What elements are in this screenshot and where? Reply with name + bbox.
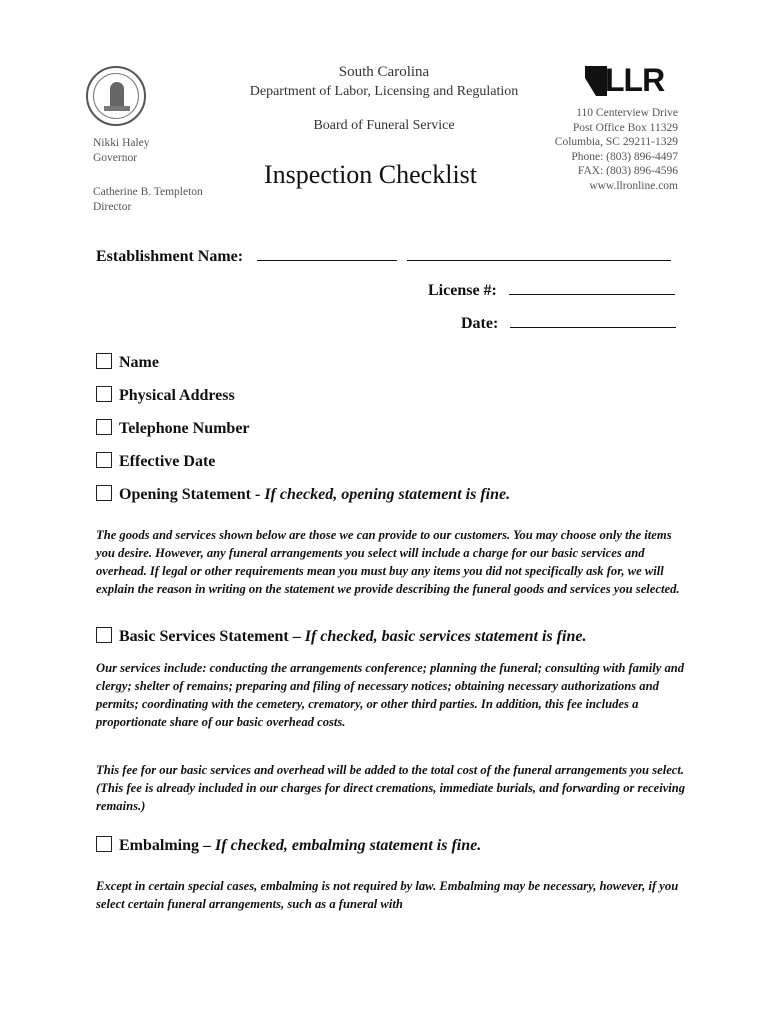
contact-website: www.llronline.com (589, 179, 678, 192)
embalming-paragraph: Except in certain special cases, embalming is not required by law. Embalming may be necessary, however, if you select certain funeral arrangements, such as a funeral with (96, 879, 679, 911)
check-label: Name (119, 354, 159, 371)
director-name: Catherine B. Templeton (93, 186, 203, 198)
contact-phone: Phone: (803) 896-4497 (571, 150, 678, 163)
contact-block (555, 106, 678, 194)
check-label: Basic Services Statement – (119, 628, 305, 645)
checkbox-name[interactable] (96, 353, 112, 369)
contact-po-box: Post Office Box 11329 (572, 121, 678, 134)
governor-title: Governor (93, 151, 138, 164)
contact-fax: FAX: (803) 896-4596 (577, 165, 678, 178)
check-label: Effective Date (119, 453, 216, 470)
license-field (428, 280, 675, 300)
check-label: Telephone Number (119, 420, 250, 437)
check-label: Opening Statement - (119, 486, 265, 503)
llr-logo (585, 62, 681, 98)
date-label: Date: (461, 315, 499, 332)
check-item-embalming (96, 836, 481, 855)
check-item-opening-statement (96, 485, 510, 504)
contact-address: 110 Centerview Drive (576, 107, 678, 119)
department-name: Department of Labor, Licensing and Regulation (249, 84, 519, 99)
palmetto-logo-icon (585, 66, 607, 96)
check-label: Physical Address (119, 387, 235, 404)
goods-services-paragraph: The goods and services shown below are those we can provide to our customers. You may choose only the items you desire. However, any funeral arrangements you select will include a charge for our basic services and overhead. If legal or other requirements mean you must buy any items you did not specifically ask for, we will explain the reason in writing on the statement we provide describing the funeral goods and services you selected. (96, 528, 680, 596)
establishment-line-1[interactable] (257, 246, 397, 261)
checkbox-telephone-number[interactable] (96, 419, 112, 435)
check-note: If checked, basic services statement is fine. (304, 628, 587, 645)
check-item-telephone-number (96, 419, 250, 438)
officials-block (93, 136, 203, 214)
date-line[interactable] (510, 313, 676, 328)
establishment-line-2[interactable] (407, 246, 671, 261)
check-note: If checked, embalming statement is fine. (215, 837, 482, 854)
board-name: Board of Funeral Service (313, 118, 455, 133)
date-field (461, 313, 676, 333)
governor-name: Nikki Haley (93, 137, 150, 149)
check-item-basic-services (96, 627, 586, 646)
checkbox-embalming[interactable] (96, 836, 112, 852)
license-label: License #: (428, 282, 497, 299)
checkbox-basic-services[interactable] (96, 627, 112, 643)
checkbox-physical-address[interactable] (96, 386, 112, 402)
contact-city: Columbia, SC 29211-1329 (554, 136, 678, 149)
services-include-paragraph: Our services include: conducting the arrangements conference; planning the funeral; consulting with family and clergy; shelter of remains; preparing and filing of necessary notices; obtaining necessary authorizations and permits; coordinating with the cemetery, crematory, or other third parties. In addition, this fee includes a proportionate share of our basic overhead costs. (96, 661, 685, 729)
logo-text: LLR (605, 62, 665, 98)
fee-note-paragraph: This fee for our basic services and overhead will be added to the total cost of the funeral arrangements you select. (This fee is already included in our charges for direct cremations, immediate burials, and forwarding or receiving remains.) (96, 763, 686, 813)
director-title: Director (93, 200, 132, 213)
check-note: If checked, opening statement is fine. (264, 486, 511, 503)
checkbox-effective-date[interactable] (96, 452, 112, 468)
agency-block (228, 62, 540, 136)
page-title: Inspection Checklist (264, 160, 478, 189)
license-line[interactable] (509, 280, 675, 295)
check-label: Embalming – (119, 837, 216, 854)
state-name: South Carolina (338, 64, 430, 80)
establishment-field (96, 246, 671, 266)
check-item-effective-date (96, 452, 215, 471)
state-seal-icon (86, 66, 146, 126)
establishment-label: Establishment Name: (96, 248, 244, 265)
check-item-name (96, 353, 159, 372)
check-item-physical-address (96, 386, 235, 405)
checkbox-opening-statement[interactable] (96, 485, 112, 501)
